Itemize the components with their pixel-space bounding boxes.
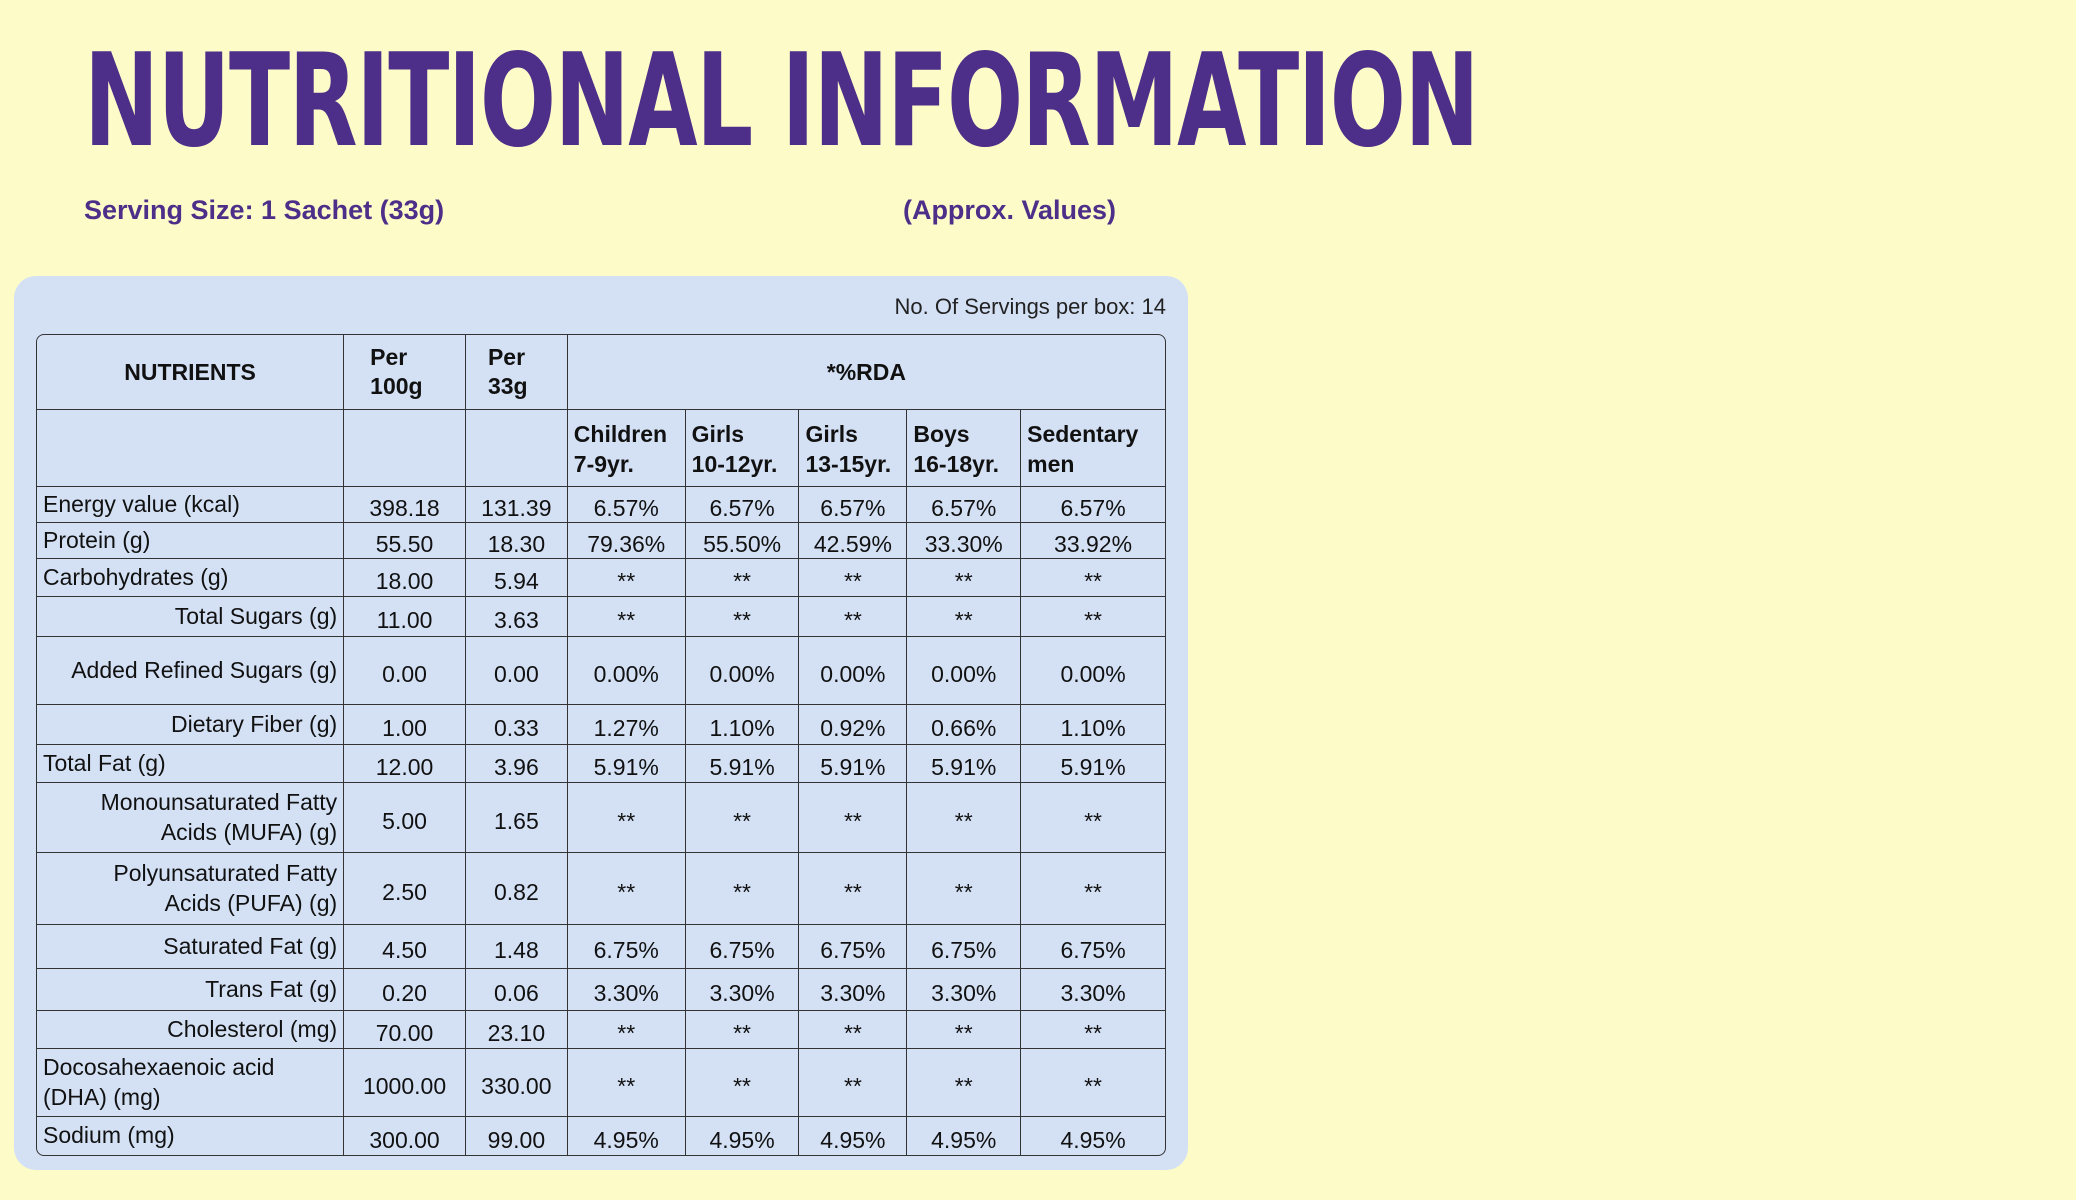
nutrient-name: Cholesterol (mg): [37, 1011, 344, 1049]
value-rda: 0.00%: [907, 637, 1021, 705]
table-row: [37, 969, 1165, 1011]
header-empty: [37, 410, 344, 487]
value-rda: **: [686, 1049, 800, 1117]
rda-group-header: [799, 410, 907, 487]
table-row: [37, 783, 1165, 853]
value-rda: **: [1021, 783, 1165, 853]
value-rda: **: [686, 853, 800, 925]
value-rda: **: [686, 1011, 800, 1049]
nutrient-name: Total Sugars (g): [37, 597, 344, 637]
nutrient-name: Saturated Fat (g): [37, 925, 344, 969]
value-rda: 79.36%: [568, 523, 686, 559]
value-rda: 6.57%: [1021, 487, 1165, 523]
value-rda: 4.95%: [907, 1117, 1021, 1155]
table-row: [37, 853, 1165, 925]
value-rda: 6.57%: [799, 487, 907, 523]
value-rda: **: [799, 853, 907, 925]
rda-group-header: [686, 410, 800, 487]
rda-group-header: [568, 410, 686, 487]
table-row: [37, 487, 1165, 523]
value-per-100g: 0.00: [344, 637, 466, 705]
serving-size: Serving Size: 1 Sachet (33g): [84, 195, 445, 225]
value-per-100g: 5.00: [344, 783, 466, 853]
value-rda: 0.00%: [1021, 637, 1165, 705]
value-rda: **: [799, 783, 907, 853]
value-per-100g: 1.00: [344, 705, 466, 745]
value-rda: 55.50%: [686, 523, 800, 559]
value-per-100g: 4.50: [344, 925, 466, 969]
value-rda: 3.30%: [1021, 969, 1165, 1011]
nutrient-name: Carbohydrates (g): [37, 559, 344, 597]
value-rda: **: [1021, 597, 1165, 637]
value-rda: 33.92%: [1021, 523, 1165, 559]
value-rda: **: [686, 597, 800, 637]
nutrition-table: [36, 334, 1166, 1156]
value-rda: **: [907, 783, 1021, 853]
value-rda: 0.92%: [799, 705, 907, 745]
value-rda: **: [799, 559, 907, 597]
value-per-33g: 0.00: [466, 637, 568, 705]
header-per-33g: Per 33g: [466, 335, 568, 410]
value-rda: 4.95%: [1060, 1126, 1126, 1153]
value-rda: **: [799, 597, 907, 637]
value-per-33g: 330.00: [466, 1049, 568, 1117]
value-rda: 3.30%: [568, 969, 686, 1011]
rda-group-age: 10-12yr.: [691, 450, 778, 477]
header-empty: [344, 410, 466, 487]
value-rda: 1.10%: [1021, 705, 1165, 745]
rda-group-name: Boys: [913, 421, 970, 447]
value-rda: **: [1021, 559, 1165, 597]
value-rda: **: [1021, 1011, 1165, 1049]
value-per-100g: 2.50: [344, 853, 466, 925]
value-rda: 4.95%: [568, 1117, 686, 1155]
value-per-33g: 1.65: [466, 783, 568, 853]
rda-group-name: Girls: [805, 421, 858, 447]
table-row: [37, 1117, 1165, 1155]
value-per-100g: 398.18: [344, 487, 466, 523]
nutrient-name: Dietary Fiber (g): [37, 705, 344, 745]
value-per-33g: 131.39: [466, 487, 568, 523]
value-rda: 0.66%: [907, 705, 1021, 745]
value-rda: **: [907, 1011, 1021, 1049]
value-rda: 5.91%: [799, 745, 907, 783]
value-rda: 3.30%: [799, 969, 907, 1011]
value-per-100g: 300.00: [344, 1117, 466, 1155]
nutrient-name: Protein (g): [37, 523, 344, 559]
header-rda: *%RDA: [568, 335, 1165, 410]
value-rda: 5.91%: [1021, 745, 1165, 783]
header-nutrients: NUTRIENTS: [37, 335, 344, 410]
value-per-100g: 55.50: [344, 523, 466, 559]
value-rda: **: [907, 559, 1021, 597]
nutrient-name: Docosahexaenoic acid (DHA) (mg): [37, 1049, 344, 1117]
value-rda: **: [568, 597, 686, 637]
rda-group-age: men: [1027, 450, 1075, 477]
value-rda: **: [907, 1049, 1021, 1117]
value-per-33g: 3.96: [466, 745, 568, 783]
table-row: [37, 925, 1165, 969]
value-per-33g: 3.63: [466, 597, 568, 637]
value-rda: **: [1021, 1049, 1165, 1117]
value-rda: 6.75%: [1021, 925, 1165, 969]
value-rda: 33.30%: [907, 523, 1021, 559]
value-rda: 4.95%: [686, 1117, 800, 1155]
table-row: [37, 597, 1165, 637]
value-rda: **: [686, 783, 800, 853]
value-rda: 4.95%: [799, 1117, 907, 1155]
value-rda: **: [568, 1011, 686, 1049]
nutrient-name: Monounsaturated Fatty Acids (MUFA) (g): [37, 783, 344, 853]
table-row: [37, 559, 1165, 597]
value-rda: 6.75%: [799, 925, 907, 969]
page-title: NUTRITIONAL INFORMATION: [84, 27, 1479, 176]
rda-group-age: 13-15yr.: [805, 450, 892, 477]
value-rda: 6.57%: [568, 487, 686, 523]
value-per-33g: 0.06: [466, 969, 568, 1011]
value-per-33g: 5.94: [466, 559, 568, 597]
value-per-100g: 0.20: [344, 969, 466, 1011]
value-rda: 5.91%: [907, 745, 1021, 783]
value-rda: 1.10%: [686, 705, 800, 745]
value-rda: **: [907, 853, 1021, 925]
value-rda: **: [568, 853, 686, 925]
value-rda: 6.57%: [686, 487, 800, 523]
value-rda: 5.91%: [568, 745, 686, 783]
value-rda: 42.59%: [799, 523, 907, 559]
value-per-33g: 1.48: [466, 925, 568, 969]
value-rda: 3.30%: [907, 969, 1021, 1011]
value-rda: **: [568, 559, 686, 597]
rda-group-name: Children: [573, 421, 668, 447]
value-per-33g: 18.30: [466, 523, 568, 559]
table-row: [37, 523, 1165, 559]
value-per-100g: 18.00: [344, 559, 466, 597]
table-row: [37, 745, 1165, 783]
value-per-100g: 1000.00: [344, 1049, 466, 1117]
value-rda: **: [568, 783, 686, 853]
nutrient-name: Added Refined Sugars (g): [37, 637, 344, 705]
rda-group-name: Sedentary: [1027, 421, 1139, 447]
value-per-33g: 0.33: [466, 705, 568, 745]
header-empty: [466, 410, 568, 487]
nutrient-name: Energy value (kcal): [37, 487, 344, 523]
value-rda: 0.00%: [568, 637, 686, 705]
table-row: [37, 637, 1165, 705]
nutrient-name: Sodium (mg): [37, 1117, 344, 1155]
rda-group-age: 7-9yr.: [573, 450, 634, 477]
value-per-33g: 23.10: [466, 1011, 568, 1049]
value-rda: 3.30%: [686, 969, 800, 1011]
value-per-100g: 11.00: [344, 597, 466, 637]
table-row: [37, 705, 1165, 745]
value-rda: 6.75%: [686, 925, 800, 969]
value-rda: 6.57%: [907, 487, 1021, 523]
table-row: [37, 1011, 1165, 1049]
value-rda: **: [799, 1011, 907, 1049]
value-per-33g: 0.82: [466, 853, 568, 925]
value-rda: **: [907, 597, 1021, 637]
table-row: [37, 1049, 1165, 1117]
servings-per-box: No. Of Servings per box: 14: [894, 294, 1166, 319]
nutrient-name: Trans Fat (g): [37, 969, 344, 1011]
approx-values-note: (Approx. Values): [902, 195, 1116, 225]
value-rda: 6.75%: [568, 925, 686, 969]
rda-group-header: [1021, 410, 1165, 487]
value-rda: **: [1021, 853, 1165, 925]
value-rda: 0.00%: [799, 637, 907, 705]
value-rda: 1.27%: [568, 705, 686, 745]
header-per-100g: Per 100g: [344, 335, 466, 410]
rda-group-header: [907, 410, 1021, 487]
value-per-33g: 99.00: [466, 1117, 568, 1155]
value-rda: **: [799, 1049, 907, 1117]
value-rda: **: [568, 1049, 686, 1117]
nutrient-name: Polyunsaturated Fatty Acids (PUFA) (g): [37, 853, 344, 925]
value-per-100g: 70.00: [344, 1011, 466, 1049]
rda-group-age: 16-18yr.: [913, 450, 1000, 477]
value-rda: 5.91%: [686, 745, 800, 783]
value-per-100g: 12.00: [344, 745, 466, 783]
value-rda: 6.75%: [907, 925, 1021, 969]
nutrient-name: Total Fat (g): [37, 745, 344, 783]
rda-group-name: Girls: [691, 421, 745, 447]
value-rda: 0.00%: [686, 637, 800, 705]
value-rda: **: [686, 559, 800, 597]
nutrition-panel: [14, 276, 1188, 1170]
